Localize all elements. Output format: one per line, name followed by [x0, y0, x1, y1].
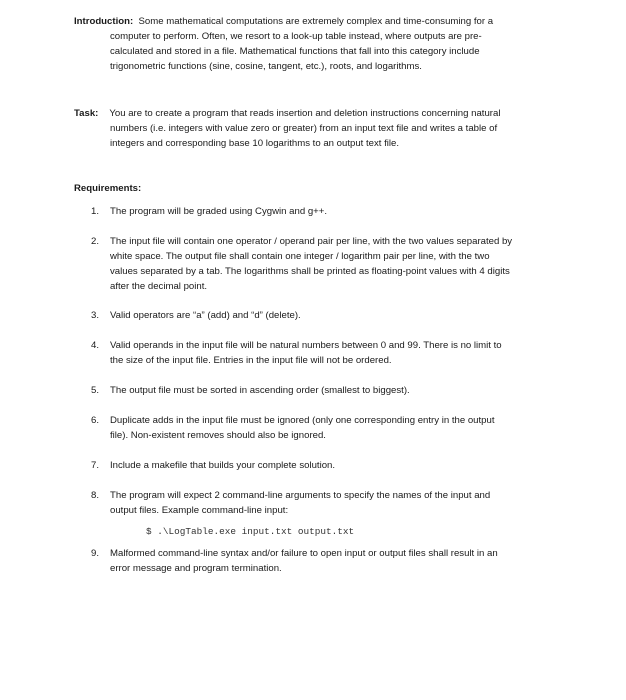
introduction-text: Some mathematical computations are extremely complex and time-consuming for a [138, 16, 494, 27]
task-text: You are to create a program that reads insertion and deletion instructions concerning natural [109, 108, 501, 119]
requirement-line: Malformed command-line syntax and/or failure to open input or output files shall result in an [110, 548, 498, 559]
requirement-line: the size of the input file. Entries in the input file will not be ordered. [110, 355, 392, 366]
task-line: integers and corresponding base 10 logarithms to an output text file. [110, 138, 400, 149]
requirement-number: 3. [91, 310, 100, 321]
requirement-text [110, 338, 556, 368]
introduction-section [74, 14, 554, 74]
requirement-text [110, 234, 556, 294]
requirement-number: 6. [91, 415, 100, 426]
requirement-number: 2. [91, 236, 100, 247]
introduction-line: trigonometric functions (sine, cosine, tangent, etc.), roots, and logarithms. [110, 61, 422, 72]
requirement-number: 1. [91, 206, 100, 217]
requirement-code-example [74, 524, 556, 539]
requirement-number: 8. [91, 490, 100, 501]
requirement-line: The program will be graded using Cygwin and g++. [110, 206, 328, 217]
requirement-line: output files. Example command-line input: [110, 505, 289, 516]
requirement-text [110, 204, 556, 219]
task-label: Task: [74, 108, 99, 119]
requirement-line: The input file will contain one operator / operand pair per line, with the two values separated by [110, 236, 513, 247]
requirement-text [110, 413, 556, 443]
requirement-text [110, 458, 556, 473]
requirement-line: after the decimal point. [110, 281, 208, 292]
requirement-line: white space. The output file shall contain one integer / logarithm pair per line, with the two [110, 251, 490, 262]
requirement-number: 9. [91, 548, 100, 559]
introduction-line: computer to perform. Often, we resort to a look-up table instead, where outputs are pre- [110, 31, 482, 42]
requirement-line: Valid operators are “a” (add) and “d” (delete). [110, 310, 301, 321]
task-section [74, 106, 554, 151]
requirement-text [110, 546, 556, 576]
requirement-line: Include a makefile that builds your complete solution. [110, 460, 336, 471]
requirement-line: error message and program termination. [110, 563, 282, 574]
requirement-line: file). Non-existent removes should also be ignored. [110, 430, 326, 441]
requirement-line: values separated by a tab. The logarithms shall be printed as floating-point values with 4 digits [110, 266, 510, 277]
introduction-line: calculated and stored in a file. Mathematical functions that fall into this category include [110, 46, 480, 57]
requirements-heading: Requirements: [74, 183, 142, 194]
requirement-number: 5. [91, 385, 100, 396]
task-line: numbers (i.e. integers with value zero or greater) from an input text file and writes a table of [110, 123, 498, 134]
introduction-line-1 [74, 14, 554, 29]
introduction-label: Introduction: [74, 16, 134, 27]
requirement-line: Valid operands in the input file will be natural numbers between 0 and 99. There is no limit to [110, 340, 502, 351]
requirement-text [110, 383, 556, 398]
task-line-1 [74, 106, 554, 121]
command-line-example: $ .\LogTable.exe input.txt output.txt [146, 526, 355, 537]
requirement-number: 4. [91, 340, 100, 351]
requirement-line: The output file must be sorted in ascending order (smallest to biggest). [110, 385, 410, 396]
requirement-line: Duplicate adds in the input file must be ignored (only one corresponding entry in the output [110, 415, 495, 426]
requirement-text [110, 308, 556, 323]
requirement-line: The program will expect 2 command-line arguments to specify the names of the input and [110, 490, 491, 501]
requirement-number: 7. [91, 460, 100, 471]
requirement-text [110, 488, 556, 518]
